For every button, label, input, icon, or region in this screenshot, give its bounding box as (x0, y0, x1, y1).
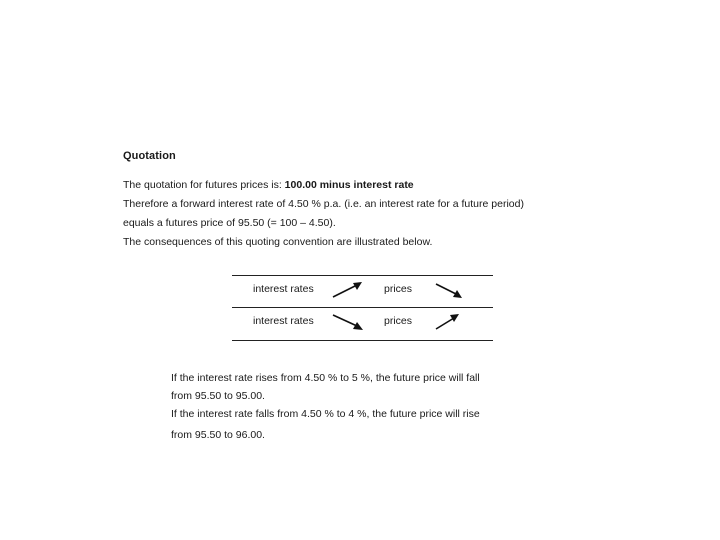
row-1-right-label: prices (384, 283, 413, 295)
intro-line-4: The consequences of this quoting convention are illustrated below. (123, 236, 433, 248)
table-bottom-rule (232, 340, 493, 341)
rise-note-line-1: If the interest rate rises from 4.50 % to 5 %, the future price will fall (171, 372, 480, 384)
row-1-left-label: interest rates (253, 283, 314, 295)
row-2-right-label: prices (384, 315, 413, 327)
arrow-down-right-icon (331, 312, 365, 332)
arrow-down-right-icon (434, 280, 468, 300)
section-heading: Quotation (123, 150, 176, 162)
arrow-up-right-icon (434, 312, 468, 332)
table-top-rule (232, 275, 493, 276)
intro-line-1-bold: 100.00 minus interest rate (284, 179, 414, 191)
intro-line-2: Therefore a forward interest rate of 4.50 % p.a. (i.e. an interest rate for a future period) (123, 198, 524, 210)
table-middle-rule (232, 307, 493, 308)
row-2-left-label: interest rates (253, 315, 314, 327)
rise-note-line-2: from 95.50 to 95.00. (171, 390, 265, 402)
fall-note-line-2: from 95.50 to 96.00. (171, 429, 265, 441)
fall-note-line-1: If the interest rate falls from 4.50 % to 4 %, the future price will rise (171, 408, 480, 420)
arrow-up-right-icon (331, 280, 365, 300)
intro-line-3: equals a futures price of 95.50 (= 100 – 4.50). (123, 217, 336, 229)
intro-line-1-text: The quotation for futures prices is: (123, 179, 285, 191)
intro-line-1 (123, 179, 414, 192)
